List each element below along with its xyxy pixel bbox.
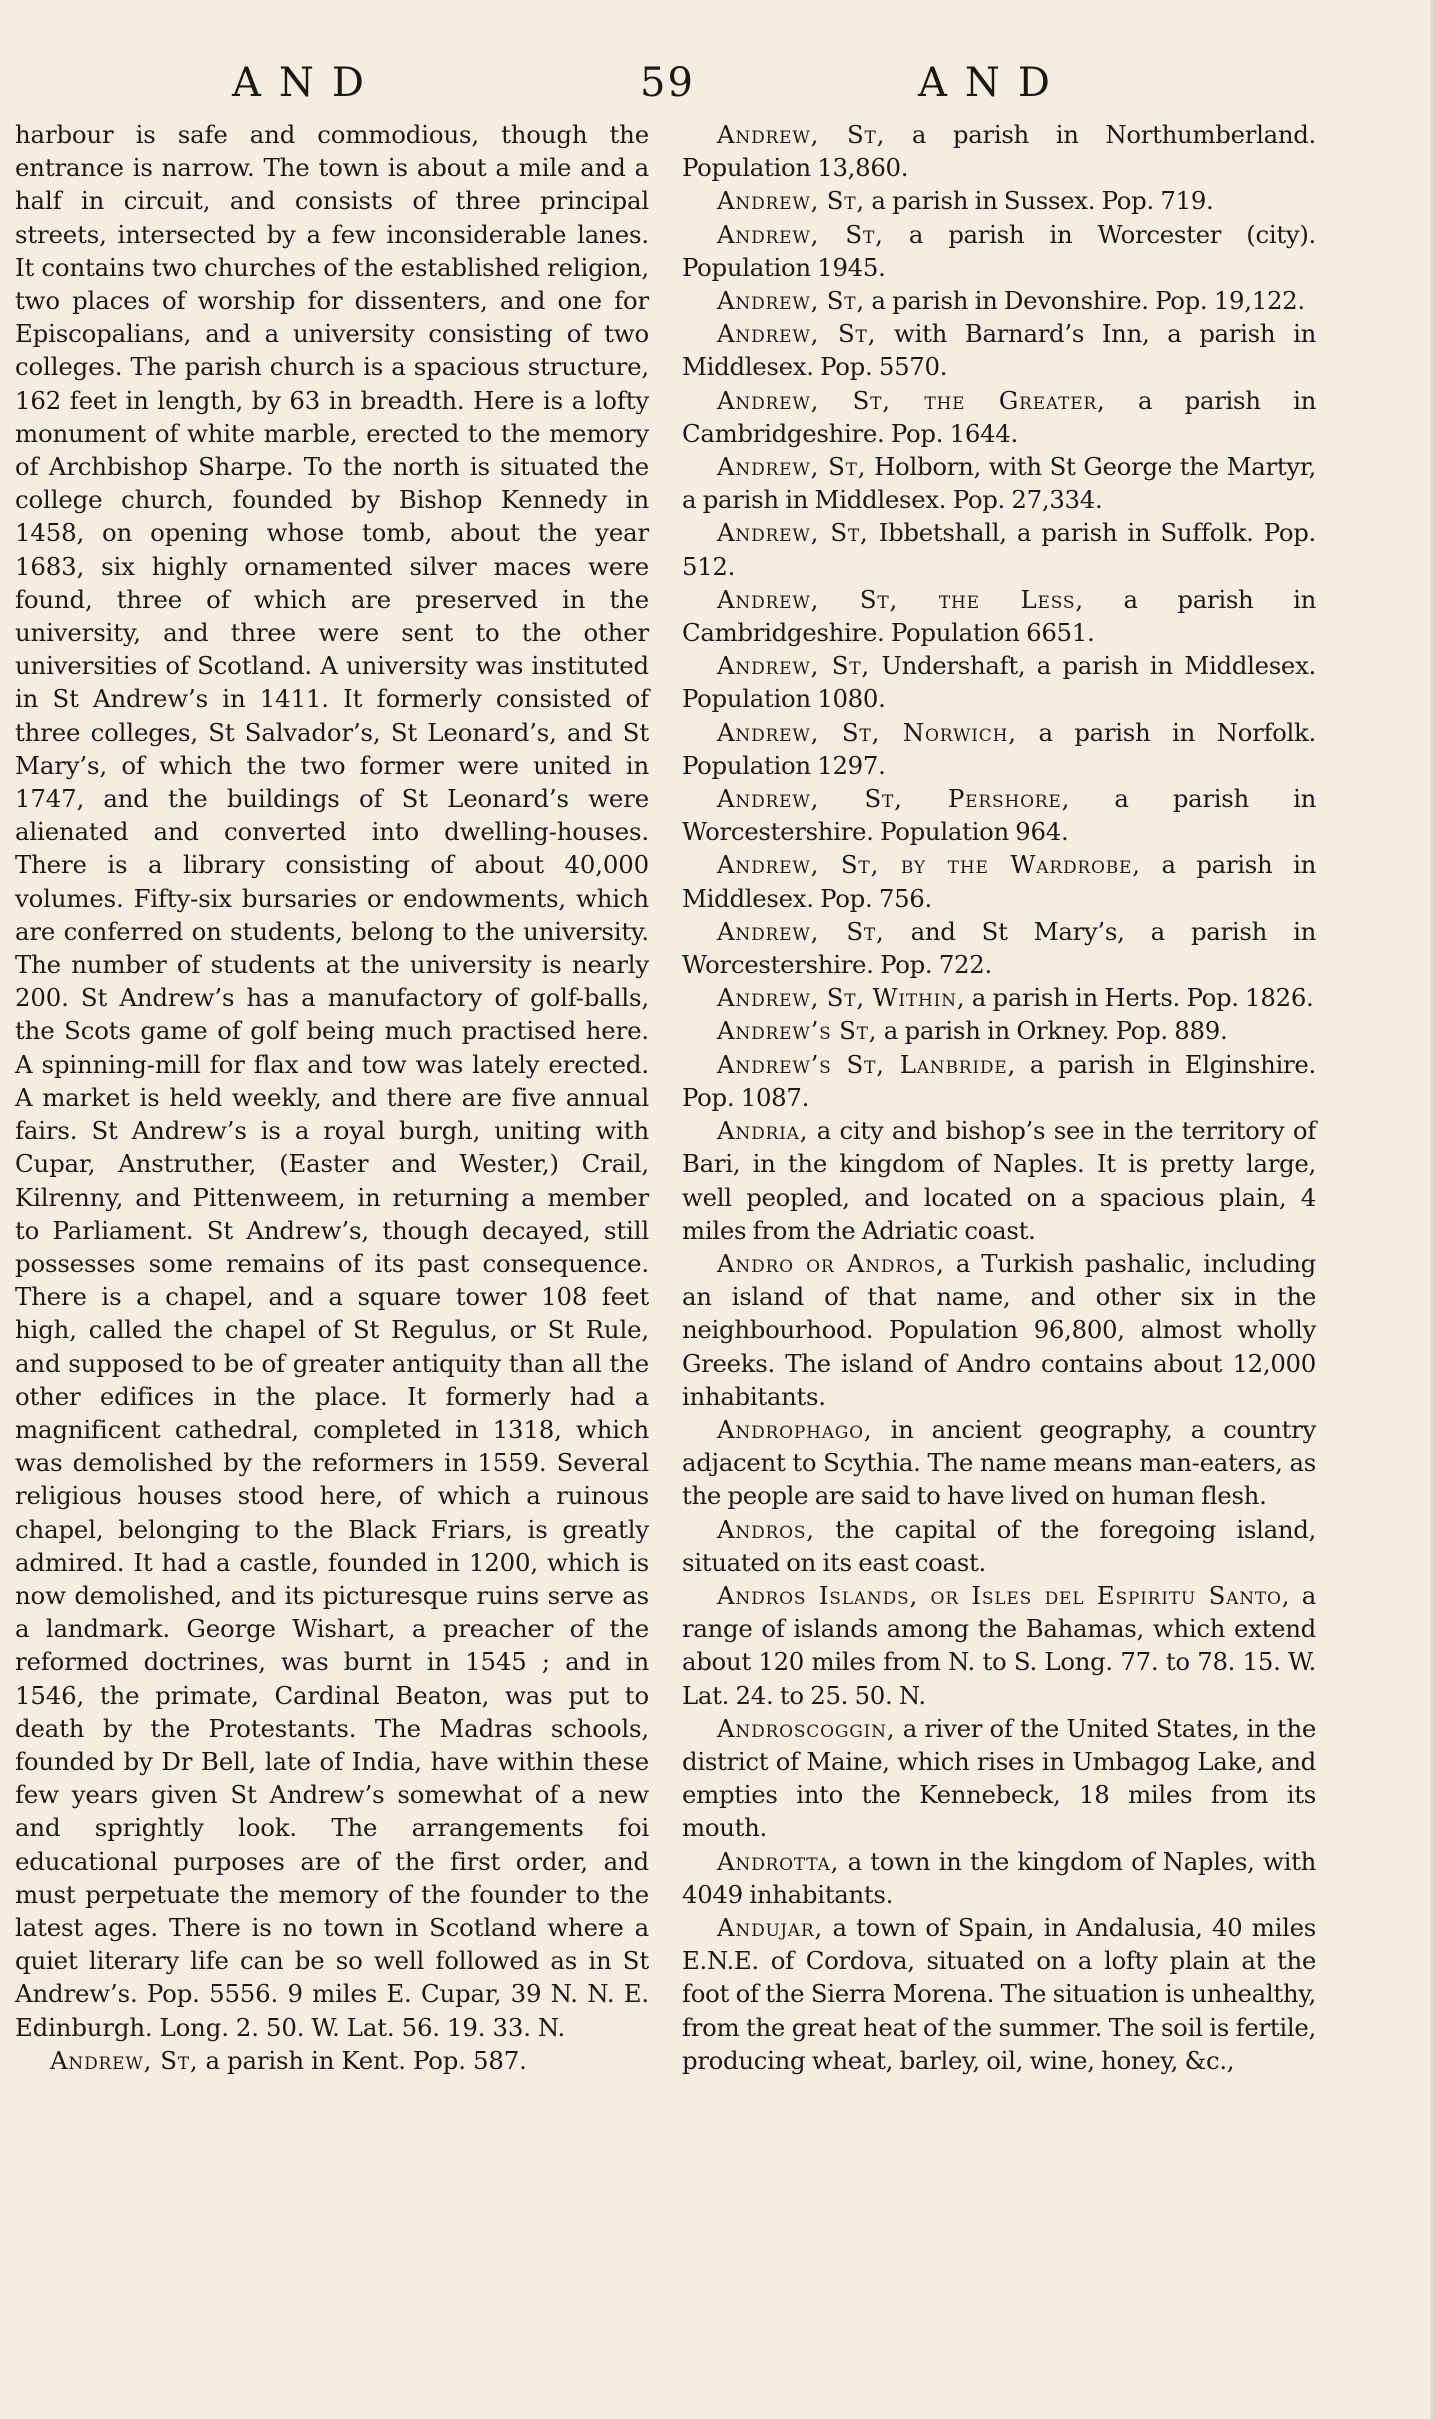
entry: [682, 516, 1316, 582]
entry-headword: Andrew, St,: [717, 186, 865, 216]
entry-text: a river of the United States, in the district of Maine, which rises in Umbagog Lake, and empties into the Kennebeck, 18 miles from its mouth.: [682, 1713, 1316, 1843]
entry: [682, 981, 1316, 1014]
entry: [682, 218, 1316, 284]
entry: [682, 716, 1316, 782]
left-column: [15, 118, 649, 2077]
entry: [682, 1579, 1316, 1712]
entry: [682, 1048, 1316, 1114]
entry-headword: Androscoggin,: [717, 1713, 896, 1743]
entry: [682, 1513, 1316, 1579]
entry: [682, 583, 1316, 649]
entry-text: a parish in Cambridgeshire. Pop. 1644.: [682, 385, 1316, 448]
entry-headword: Andrew, St, Pershore,: [717, 784, 1071, 814]
entry: [682, 1845, 1316, 1911]
entry-text: a parish in Orkney. Pop. 889.: [877, 1016, 1228, 1046]
entry-text: a parish in Devonshire. Pop. 19,122.: [864, 286, 1305, 316]
continued-entry-text: harbour is safe and commodious, though the entrance is narrow. The town is about a mile and a half in circuit, and consists of three principal streets, intersected by a few inconsiderable lanes. It contains two churches of the established religion, two places of worship for dissenters, and one for Episcopalians, and a university consisting of two colleges. The parish church is a spacious structure, 162 feet in length, by 63 in breadth. Here is a lofty monument of white marble, erected to the memory of Archbishop Sharpe. To the north is situated the college church, founded by Bishop Kennedy in 1458, on opening whose tomb, about the year 1683, six highly ornamented silver maces were found, three of which are preserved in the university, and three were sent to the other universities of Scotland. A university was instituted in St Andrew’s in 1411. It formerly consisted of three colleges, St Salvador’s, St Leonard’s, and St Mary’s, of which the two former were united in 1747, and the buildings of St Leonard’s were alienated and converted into dwelling-houses. There is a library consisting of about 40,000 volumes. Fifty-six bursaries or endowments, which are conferred on students, belong to the university. The number of students at the university is nearly 200. St Andrew’s has a manufactory of golf-balls, the Scots game of golf being much practised here. A spinning-mill for flax and tow was lately erected. A market is held weekly, and there are five annual fairs. St Andrew’s is a royal burgh, uniting with Cupar, Anstruther, (Easter and Wester,) Crail, Kilrenny, and Pittenweem, in returning a member to Parliament. St Andrew’s, though decayed, still possesses some remains of its past consequence. There is a chapel, and a square tower 108 feet high, called the chapel of St Regulus, or St Rule, and supposed to be of greater antiquity than all the other edifices in the place. It formerly had a magnificent cathedral, completed in 1318, which was demolished by the reformers in 1559. Several religious houses stood here, of which a ruinous chapel, belonging to the Black Friars, is greatly admired. It had a castle, founded in 1200, which is now demolished, and its picturesque ruins serve as a landmark. George Wishart, a preacher of the reformed doctrines, was burnt in 1545 ; and in 1546, the primate, Cardinal Beaton, was put to death by the Protestants. The Madras schools, founded by Dr Bell, late of India, have within these few years given St Andrew’s somewhat of a new and sprightly look. The arrangements foi educational purposes are of the first order, and must perpetuate the memory of the founder to the latest ages. There is no town in Scotland where a quiet literary life can be so well followed as in St Andrew’s. Pop. 5556. 9 miles E. Cupar, 39 N. N. E. Edinburgh. Long. 2. 50. W. Lat. 56. 19. 33. N.: [15, 120, 649, 2042]
entry: [682, 450, 1316, 516]
entry-headword: Andrew, St, Within,: [717, 983, 966, 1013]
entry: [682, 1712, 1316, 1845]
entry-text: with Barnard’s Inn, a parish in Middlesex. Pop. 5570.: [682, 319, 1316, 382]
entry-text: a parish in Kent. Pop. 587.: [198, 2045, 527, 2075]
entry-text: a town in the kingdom of Naples, with 4049 inhabitants.: [682, 1846, 1316, 1909]
entry-text: Holborn, with St George the Martyr, a parish in Middlesex. Pop. 27,334.: [682, 452, 1316, 515]
entry-text: a town of Spain, in Andalusia, 40 miles E.N.E. of Cordova, situated on a lofty plain at the foot of the Sierra Morena. The situation is unhealthy, from the great heat of the summer. The soil is fertile, producing wheat, barley, oil, wine, honey, &c.,: [682, 1912, 1316, 2075]
entry-headword: Andrew, St,: [717, 452, 867, 482]
entry-headword: Andrew, St,: [50, 2045, 199, 2075]
entry: [682, 1413, 1316, 1513]
entry-text: a range of islands among the Bahamas, which extend about 120 miles from N. to S. Long. 77. to 78. 15. W. Lat. 24. to 25. 50. N.: [682, 1580, 1316, 1710]
entry-headword: Andrew, St,: [717, 120, 886, 149]
entry-text: Undershaft, a parish in Middlesex. Population 1080.: [682, 651, 1316, 714]
entry-headword: Andrew, St,: [717, 319, 877, 349]
entry-headword: Andrew, St, Norwich,: [717, 717, 1017, 747]
entry-andrew-kent: [15, 2044, 649, 2077]
entry-text: the capital of the foregoing island, situated on its east coast.: [682, 1514, 1316, 1577]
entry-headword: Andrew, St,: [717, 651, 870, 681]
header-left-word: AND: [232, 60, 382, 106]
entry: [682, 1247, 1316, 1413]
entry-text: Ibbetshall, a parish in Suffolk. Pop. 512.: [682, 518, 1316, 581]
entry: [682, 1014, 1316, 1047]
entry-headword: Andrew, St, the Less,: [717, 584, 1084, 614]
entry-headword: Andros,: [717, 1514, 815, 1544]
entry-text: a parish in Northumberland. Population 13,860.: [682, 120, 1316, 183]
entry-headword: Andria,: [717, 1116, 809, 1146]
entry-headword: Andrew, St,: [717, 286, 865, 316]
entry-headword: Andrew, St, the Greater,: [717, 385, 1106, 415]
entry-headword: Andrew, St,: [717, 916, 885, 946]
entry-headword: Andrew, St,: [717, 219, 884, 249]
entry: [682, 284, 1316, 317]
page-edge: [1430, 0, 1436, 2419]
entry-text: and St Mary’s, a parish in Worcestershire. Pop. 722.: [682, 916, 1316, 980]
entry-text: a parish in Herts. Pop. 1826.: [965, 983, 1314, 1013]
entry: [682, 782, 1316, 848]
entry: [682, 848, 1316, 914]
running-header: [0, 60, 1436, 110]
entry-headword: Andro or Andros,: [717, 1248, 945, 1278]
entry-text: a Turkish pashalic, including an island of that name, and other six in the neighbourhood. Population 96,800, almost wholly Greeks. The island of Andro contains about 12,000 inhabitants.: [682, 1248, 1316, 1411]
entry-text: in ancient geography, a country adjacent to Scythia. The name means man-eaters, as the people are said to have lived on human flesh.: [682, 1414, 1316, 1511]
entry: [682, 915, 1316, 981]
entry: [682, 184, 1316, 217]
entry-text: a city and bishop’s see in the territory of Bari, in the kingdom of Naples. It is pretty large, well peopled, and located on a spacious plain, 4 miles from the Adriatic coast.: [682, 1116, 1316, 1245]
entry-text: a parish in Worcestershire. Population 964.: [682, 784, 1316, 847]
entry: [682, 317, 1316, 383]
entry-headword: Andros Islands, or Isles del Espiritu Santo,: [717, 1580, 1291, 1610]
entry: [682, 118, 1316, 184]
entry: [682, 1114, 1316, 1247]
entry-headword: Andujar,: [717, 1912, 824, 1942]
entry-headword: Andrew’s St, Lanbride,: [717, 1049, 1017, 1079]
entry-text: a parish in Sussex. Pop. 719.: [864, 186, 1214, 216]
entry-headword: Andrew, St,: [717, 518, 869, 548]
entry-headword: Androtta,: [717, 1846, 840, 1876]
right-column: [682, 118, 1316, 2077]
header-right-word: AND: [918, 60, 1068, 106]
entry: [682, 1911, 1316, 2077]
page-number: 59: [640, 60, 695, 106]
entry-text: a parish in Elginshire. Pop. 1087.: [682, 1049, 1316, 1112]
entry-headword: Androphago,: [717, 1414, 873, 1444]
entry: [682, 384, 1316, 450]
entry-text: a parish in Norfolk. Population 1297.: [682, 717, 1316, 780]
entry: [682, 649, 1316, 715]
entry-text: a parish in Worcester (city). Population 1945.: [682, 219, 1316, 282]
entry-headword: Andrew’s St,: [717, 1016, 878, 1046]
entry-headword: Andrew, St, by the Wardrobe,: [717, 850, 1141, 880]
entry-text: a parish in Middlesex. Pop. 756.: [682, 850, 1316, 913]
entry-text: a parish in Cambridgeshire. Population 6651.: [682, 584, 1316, 648]
